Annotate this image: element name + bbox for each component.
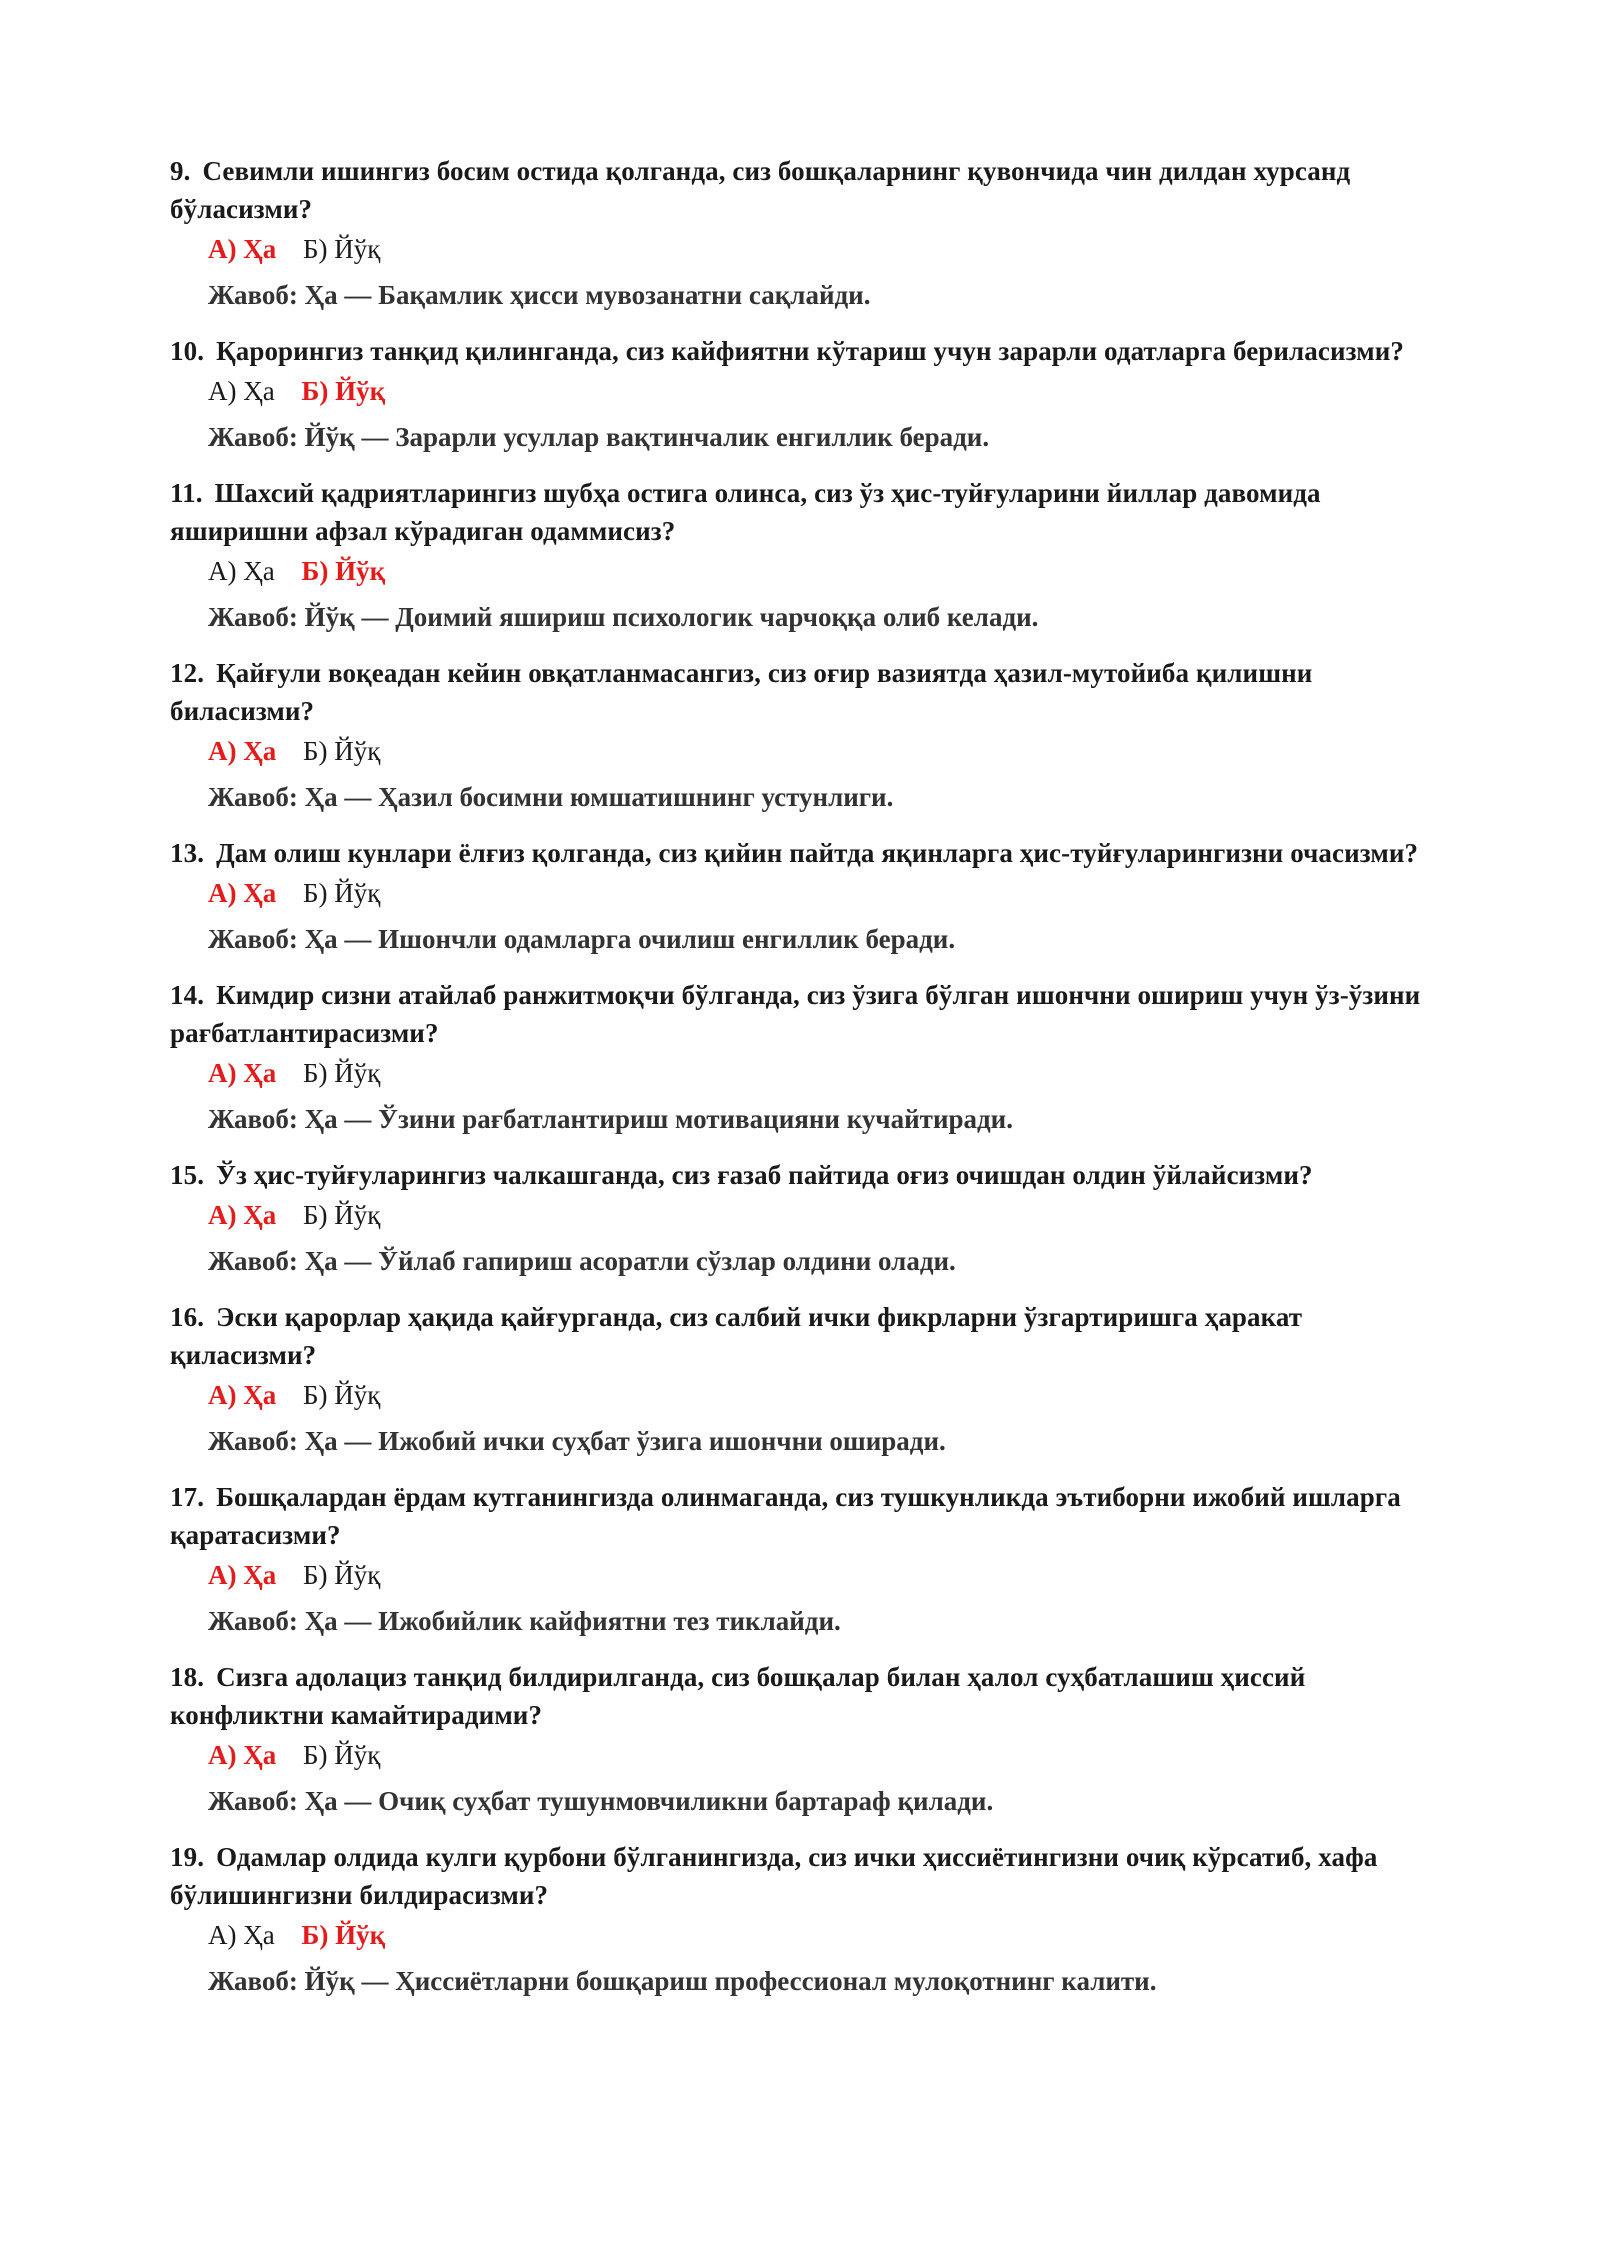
question-text: Бошқалардан ёрдам кутганингизда олинмаганда, сиз тушкунликда эътиборни ижобий ишларга қаратасизми? xyxy=(170,1482,1401,1550)
answer-options xyxy=(170,230,1440,268)
question-number: 14. xyxy=(170,980,205,1010)
question-text: Ўз ҳис-туйғуларингиз чалкашганда, сиз ғазаб пайтида оғиз очишдан олдин ўйлайсизми? xyxy=(216,1160,1313,1190)
question-number: 17. xyxy=(170,1482,205,1512)
question-text: Қайғули воқеадан кейин овқатланмасангиз, сиз оғир вазиятда ҳазил-мутойиба қилишни биласизми? xyxy=(170,658,1313,726)
answer-explanation: Жавоб: Ҳа — Ишончли одамларга очилиш енгиллик беради. xyxy=(208,924,956,954)
question-number: 15. xyxy=(170,1160,205,1190)
option-a: А) Ҳа xyxy=(208,736,277,766)
option-a: А) Ҳа xyxy=(208,878,277,908)
answer-explanation: Жавоб: Йўқ — Зарарли усуллар вақтинчалик енгиллик беради. xyxy=(208,422,990,452)
question-text-line xyxy=(170,474,1440,550)
question-text-line xyxy=(170,1156,1440,1194)
question-text-line xyxy=(170,1298,1440,1374)
question-text: Шахсий қадриятларингиз шубҳа остига олинса, сиз ўз ҳис-туйғуларини йиллар давомида яширишни афзал кўрадиган одаммисиз? xyxy=(170,478,1321,546)
question-text: Кимдир сизни атайлаб ранжитмоқчи бўлганда, сиз ўзига бўлган ишончни ошириш учун ўз-ўзини рағбатлантирасизми? xyxy=(170,980,1421,1048)
question-text-line xyxy=(170,1838,1440,1914)
option-a: А) Ҳа xyxy=(208,1058,277,1088)
question-text: Севимли ишингиз босим остида қолганда, сиз бошқаларнинг қувончида чин дилдан хурсанд бўласизми? xyxy=(170,156,1351,224)
question-text-line xyxy=(170,834,1440,872)
question-text-line xyxy=(170,976,1440,1052)
question-block xyxy=(170,1658,1440,1820)
option-b: Б) Йўқ xyxy=(303,1200,381,1230)
option-b: Б) Йўқ xyxy=(301,556,386,586)
answer-explanation: Жавоб: Йўқ — Доимий яшириш психологик чарчоққа олиб келади. xyxy=(208,602,1039,632)
answer-explanation: Жавоб: Ҳа — Ҳазил босимни юмшатишнинг устунлиги. xyxy=(208,782,894,812)
option-a: А) Ҳа xyxy=(208,376,275,406)
answer-explanation: Жавоб: Ҳа — Ўзини рағбатлантириш мотивацияни кучайтиради. xyxy=(208,1104,1013,1134)
option-b: Б) Йўқ xyxy=(303,1058,381,1088)
question-block xyxy=(170,1838,1440,2000)
option-b: Б) Йўқ xyxy=(303,1380,381,1410)
answer-options xyxy=(170,1736,1440,1774)
answer-explanation: Жавоб: Ҳа — Ўйлаб гапириш асоратли сўзлар олдини олади. xyxy=(208,1246,956,1276)
question-number: 12. xyxy=(170,658,205,688)
answer-options xyxy=(170,552,1440,590)
option-a: А) Ҳа xyxy=(208,1740,277,1770)
question-text: Сизга адолациз танқид билдирилганда, сиз бошқалар билан ҳалол суҳбатлашиш ҳиссий конфликтни камайтирадими? xyxy=(170,1662,1306,1730)
question-block xyxy=(170,474,1440,636)
question-block xyxy=(170,834,1440,958)
question-number: 9. xyxy=(170,156,191,186)
answer-options xyxy=(170,1196,1440,1234)
answer-options xyxy=(170,1054,1440,1092)
option-a: А) Ҳа xyxy=(208,1200,277,1230)
question-block xyxy=(170,1478,1440,1640)
question-text: Одамлар олдида кулги қурбони бўлганингизда, сиз ички ҳиссиётингизни очиқ кўрсатиб, хафа бўлишингизни билдирасизми? xyxy=(170,1842,1378,1910)
answer-explanation: Жавоб: Ҳа — Бақамлик ҳисси мувозанатни сақлайди. xyxy=(208,280,871,310)
answer-explanation: Жавоб: Ҳа — Ижобийлик кайфиятни тез тиклайди. xyxy=(208,1606,841,1636)
answer-options xyxy=(170,1916,1440,1954)
answer-explanation: Жавоб: Ҳа — Ижобий ички суҳбат ўзига ишончни оширади. xyxy=(208,1426,946,1456)
option-a: А) Ҳа xyxy=(208,1380,277,1410)
option-b: Б) Йўқ xyxy=(303,234,381,264)
question-text: Дам олиш кунлари ёлғиз қолганда, сиз қийин пайтда яқинларга ҳис-туйғуларингизни очасизми? xyxy=(216,838,1419,868)
question-block xyxy=(170,1298,1440,1460)
question-block xyxy=(170,976,1440,1138)
option-a: А) Ҳа xyxy=(208,556,275,586)
question-number: 18. xyxy=(170,1662,205,1692)
question-text: Эски қарорлар ҳақида қайғурганда, сиз салбий ички фикрларни ўзгартиришга ҳаракат қиласизми? xyxy=(170,1302,1303,1370)
option-a: А) Ҳа xyxy=(208,1920,275,1950)
question-block xyxy=(170,654,1440,816)
answer-options xyxy=(170,1376,1440,1414)
question-number: 11. xyxy=(170,478,203,508)
option-b: Б) Йўқ xyxy=(303,1560,381,1590)
question-text: Қарорингиз танқид қилинганда, сиз кайфиятни кўтариш учун зарарли одатларга бериласизми? xyxy=(216,336,1404,366)
question-block xyxy=(170,332,1440,456)
option-b: Б) Йўқ xyxy=(303,878,381,908)
question-text-line xyxy=(170,1478,1440,1554)
answer-options xyxy=(170,732,1440,770)
answer-options xyxy=(170,1556,1440,1594)
question-text-line xyxy=(170,1658,1440,1734)
question-text-line xyxy=(170,654,1440,730)
option-a: А) Ҳа xyxy=(208,1560,277,1590)
answer-explanation: Жавоб: Ҳа — Очиқ суҳбат тушунмовчиликни бартараф қилади. xyxy=(208,1786,994,1816)
question-list xyxy=(170,152,1440,2000)
option-a: А) Ҳа xyxy=(208,234,277,264)
question-number: 16. xyxy=(170,1302,205,1332)
answer-options xyxy=(170,874,1440,912)
answer-explanation: Жавоб: Йўқ — Ҳиссиётларни бошқариш профессионал мулоқотнинг калити. xyxy=(208,1966,1157,1996)
question-block xyxy=(170,1156,1440,1280)
question-block xyxy=(170,152,1440,314)
question-number: 13. xyxy=(170,838,205,868)
option-b: Б) Йўқ xyxy=(303,736,381,766)
option-b: Б) Йўқ xyxy=(301,376,386,406)
answer-options xyxy=(170,372,1440,410)
question-number: 10. xyxy=(170,336,205,366)
option-b: Б) Йўқ xyxy=(301,1920,386,1950)
question-number: 19. xyxy=(170,1842,205,1872)
option-b: Б) Йўқ xyxy=(303,1740,381,1770)
question-text-line xyxy=(170,332,1440,370)
question-text-line xyxy=(170,152,1440,228)
